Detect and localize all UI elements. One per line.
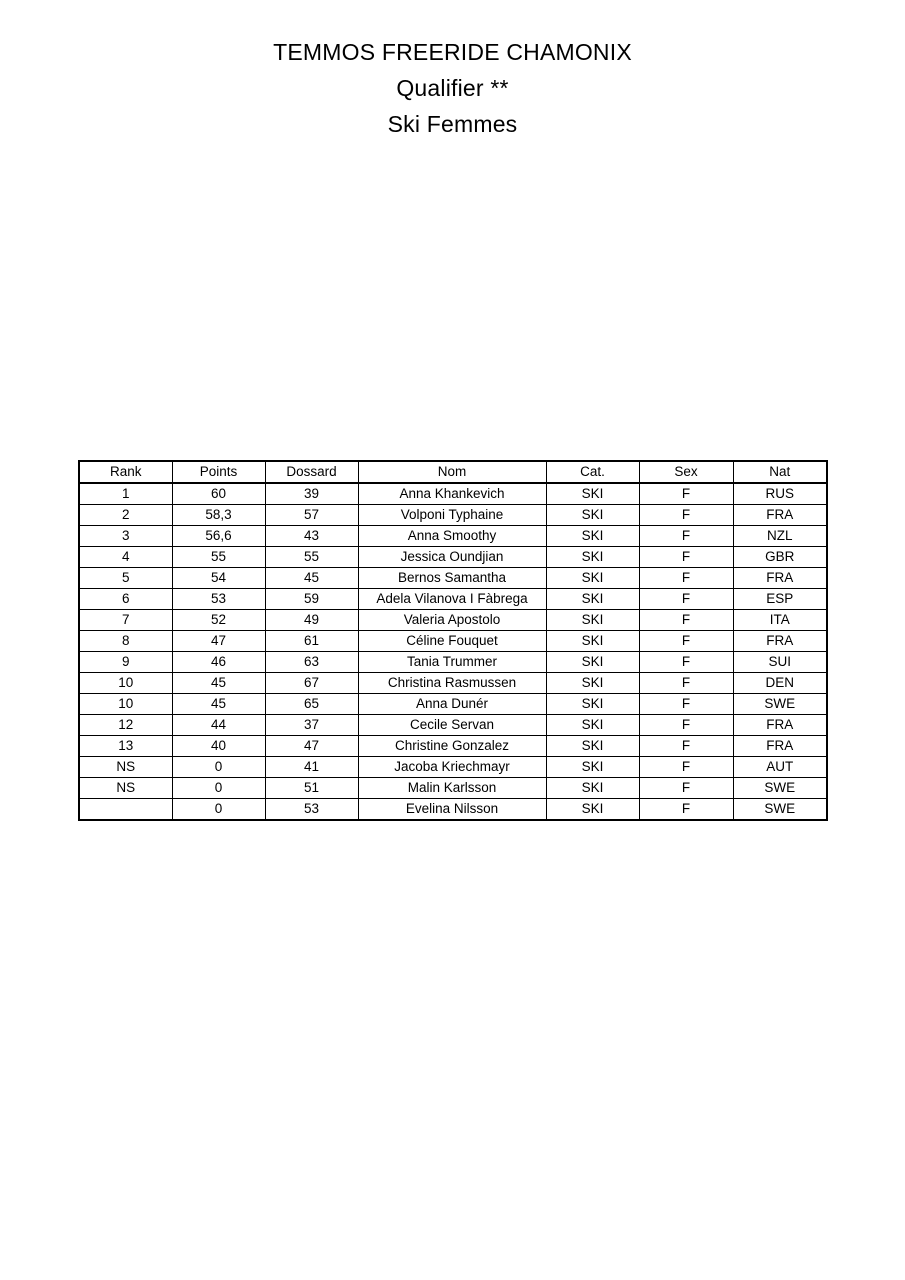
table-row [79,526,827,547]
cell-points: 52 [172,610,265,631]
cell-points: 45 [172,673,265,694]
cell-cat: SKI [546,736,639,757]
cell-cat: SKI [546,610,639,631]
column-header-points: Points [172,461,265,483]
cell-cat: SKI [546,799,639,821]
cell-cat: SKI [546,652,639,673]
cell-dossard: 65 [265,694,358,715]
cell-cat: SKI [546,483,639,505]
results-table [78,460,828,821]
cell-cat: SKI [546,547,639,568]
cell-nat: AUT [733,757,827,778]
cell-nat: SWE [733,778,827,799]
cell-rank: 12 [79,715,172,736]
cell-cat: SKI [546,589,639,610]
event-title: TEMMOS FREERIDE CHAMONIX [273,39,632,65]
cell-rank: 2 [79,505,172,526]
column-header-nat: Nat [733,461,827,483]
cell-dossard: 53 [265,799,358,821]
cell-dossard: 67 [265,673,358,694]
cell-nat: NZL [733,526,827,547]
cell-rank: NS [79,778,172,799]
table-row [79,736,827,757]
cell-nom: Cecile Servan [358,715,546,736]
cell-nom: Malin Karlsson [358,778,546,799]
column-header-dossard: Dossard [265,461,358,483]
cell-nat: ITA [733,610,827,631]
cell-nat: RUS [733,483,827,505]
cell-dossard: 59 [265,589,358,610]
cell-points: 0 [172,799,265,821]
cell-rank [79,799,172,821]
cell-dossard: 57 [265,505,358,526]
column-header-rank: Rank [79,461,172,483]
table-row [79,610,827,631]
cell-points: 44 [172,715,265,736]
cell-nom: Céline Fouquet [358,631,546,652]
cell-sex: F [639,799,733,821]
table-row [79,568,827,589]
cell-nom: Christine Gonzalez [358,736,546,757]
cell-nom: Bernos Samantha [358,568,546,589]
table-row [79,652,827,673]
cell-sex: F [639,652,733,673]
cell-rank: 9 [79,652,172,673]
cell-nat: GBR [733,547,827,568]
cell-rank: NS [79,757,172,778]
cell-sex: F [639,778,733,799]
cell-rank: 6 [79,589,172,610]
cell-points: 56,6 [172,526,265,547]
cell-sex: F [639,736,733,757]
cell-rank: 7 [79,610,172,631]
cell-sex: F [639,673,733,694]
cell-nat: FRA [733,631,827,652]
cell-nat: ESP [733,589,827,610]
table-row [79,799,827,821]
cell-points: 60 [172,483,265,505]
column-header-sex: Sex [639,461,733,483]
event-category: Ski Femmes [387,111,518,137]
cell-dossard: 49 [265,610,358,631]
cell-points: 0 [172,757,265,778]
table-row [79,715,827,736]
cell-nat: SWE [733,799,827,821]
cell-nom: Jacoba Kriechmayr [358,757,546,778]
cell-rank: 4 [79,547,172,568]
cell-points: 46 [172,652,265,673]
cell-dossard: 41 [265,757,358,778]
cell-rank: 10 [79,673,172,694]
cell-sex: F [639,631,733,652]
cell-dossard: 61 [265,631,358,652]
cell-cat: SKI [546,757,639,778]
cell-nat: FRA [733,715,827,736]
cell-nat: FRA [733,736,827,757]
cell-sex: F [639,505,733,526]
cell-nom: Tania Trummer [358,652,546,673]
cell-points: 47 [172,631,265,652]
cell-cat: SKI [546,673,639,694]
cell-cat: SKI [546,778,639,799]
header-row [79,461,827,483]
cell-nat: DEN [733,673,827,694]
cell-rank: 3 [79,526,172,547]
cell-dossard: 39 [265,483,358,505]
cell-points: 40 [172,736,265,757]
cell-nom: Jessica Oundjian [358,547,546,568]
cell-dossard: 51 [265,778,358,799]
cell-sex: F [639,568,733,589]
table-row [79,694,827,715]
cell-sex: F [639,483,733,505]
cell-nom: Volponi Typhaine [358,505,546,526]
cell-cat: SKI [546,715,639,736]
event-subtitle: Qualifier ** [396,75,509,101]
cell-rank: 13 [79,736,172,757]
cell-nat: SWE [733,694,827,715]
column-header-cat: Cat. [546,461,639,483]
table-row [79,483,827,505]
cell-nat: FRA [733,568,827,589]
cell-sex: F [639,757,733,778]
cell-points: 58,3 [172,505,265,526]
cell-nat: SUI [733,652,827,673]
table-row [79,589,827,610]
cell-sex: F [639,715,733,736]
cell-nom: Anna Khankevich [358,483,546,505]
cell-points: 54 [172,568,265,589]
column-header-nom: Nom [358,461,546,483]
cell-points: 55 [172,547,265,568]
cell-dossard: 45 [265,568,358,589]
table-row [79,757,827,778]
cell-sex: F [639,547,733,568]
cell-cat: SKI [546,631,639,652]
table-row [79,631,827,652]
cell-dossard: 47 [265,736,358,757]
cell-nom: Evelina Nilsson [358,799,546,821]
page-header [0,34,905,142]
cell-nom: Christina Rasmussen [358,673,546,694]
cell-rank: 10 [79,694,172,715]
cell-rank: 1 [79,483,172,505]
cell-dossard: 55 [265,547,358,568]
table-row [79,778,827,799]
cell-dossard: 63 [265,652,358,673]
cell-sex: F [639,589,733,610]
cell-cat: SKI [546,568,639,589]
cell-cat: SKI [546,526,639,547]
table-row [79,505,827,526]
table-row [79,673,827,694]
cell-points: 53 [172,589,265,610]
cell-points: 45 [172,694,265,715]
results-body [79,483,827,820]
cell-nom: Anna Smoothy [358,526,546,547]
cell-nom: Adela Vilanova I Fàbrega [358,589,546,610]
cell-points: 0 [172,778,265,799]
cell-sex: F [639,526,733,547]
cell-sex: F [639,610,733,631]
cell-cat: SKI [546,505,639,526]
cell-rank: 5 [79,568,172,589]
cell-nom: Anna Dunér [358,694,546,715]
cell-dossard: 37 [265,715,358,736]
cell-rank: 8 [79,631,172,652]
cell-dossard: 43 [265,526,358,547]
cell-nat: FRA [733,505,827,526]
table-row [79,547,827,568]
cell-cat: SKI [546,694,639,715]
cell-nom: Valeria Apostolo [358,610,546,631]
cell-sex: F [639,694,733,715]
